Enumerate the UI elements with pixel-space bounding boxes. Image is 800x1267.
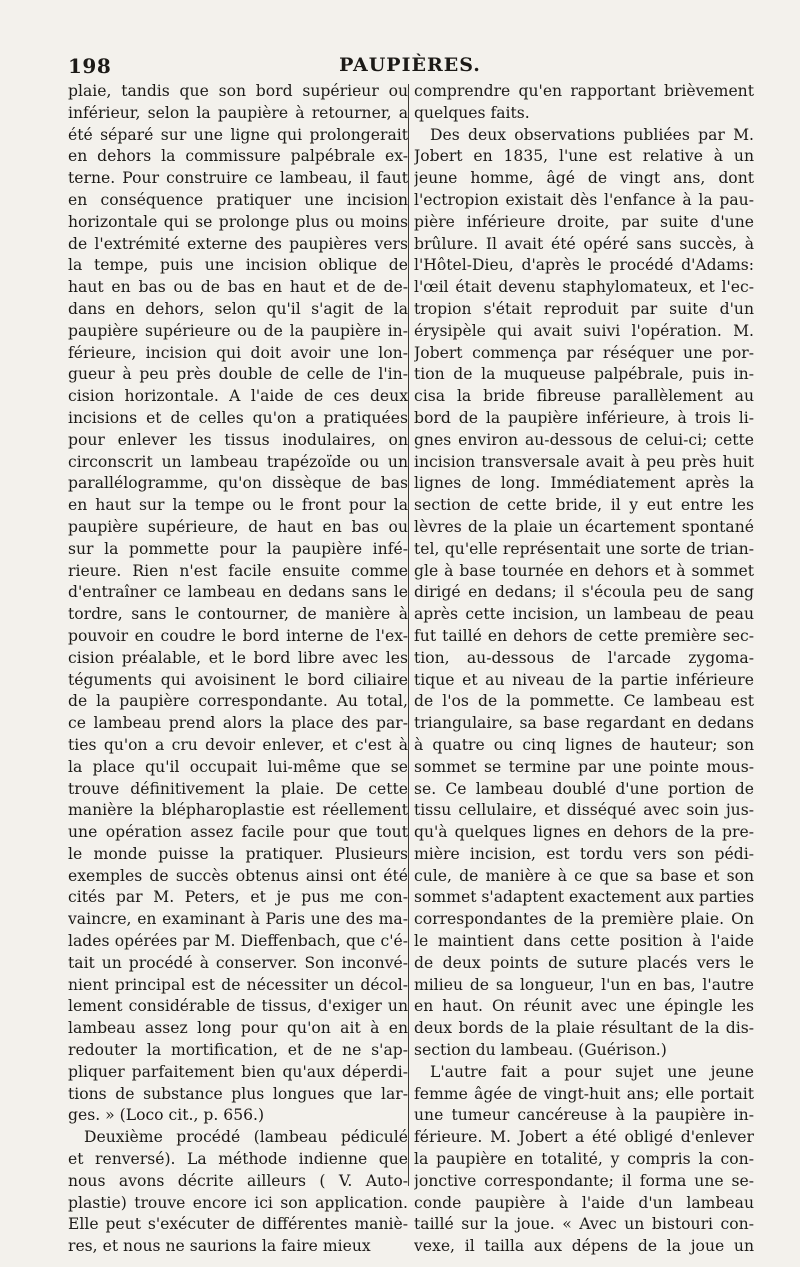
text-line: sur la pommette pour la paupière infé- xyxy=(68,539,408,558)
text-line: brûlure. Il avait été opéré sans succès, à xyxy=(414,234,754,253)
text-line: Elle peut s'exécuter de différentes maniè- xyxy=(68,1215,408,1234)
text-line: tropion s'était reproduit par suite d'un xyxy=(414,299,754,318)
text-line: tion, au-dessous de l'arcade zygoma- xyxy=(414,648,754,667)
text-line: férieure. M. Jobert a été obligé d'enlever xyxy=(414,1128,754,1147)
text-line: la tempe, puis une incision oblique de xyxy=(68,256,408,275)
text-line: pour enlever les tissus inodulaires, on xyxy=(68,430,408,449)
text-line: tions de substance plus longues que lar- xyxy=(68,1084,408,1103)
text-line: taillé sur la joue. « Avec un bistouri con- xyxy=(414,1215,754,1234)
text-line: tissu cellulaire, et disséqué avec soin jus- xyxy=(414,801,754,820)
text-line: triangulaire, sa base regardant en dedans xyxy=(414,714,754,733)
column-divider xyxy=(408,84,409,1186)
text-line: téguments qui avoisinent le bord ciliaire xyxy=(68,670,408,689)
text-line: horizontale qui se prolonge plus ou moins xyxy=(68,212,408,231)
text-line: section du lambeau. (Guérison.) xyxy=(414,1041,667,1060)
text-line: conde paupière à l'aide d'un lambeau xyxy=(414,1193,754,1212)
text-line: femme âgée de vingt-huit ans; elle portait xyxy=(414,1084,754,1103)
text-line: lèvres de la plaie un écartement spontané xyxy=(414,517,754,536)
text-line: en conséquence pratiquer une incision xyxy=(68,190,408,209)
text-line: parallélogramme, qu'on dissèque de bas xyxy=(68,474,408,493)
text-line: milieu de sa longueur, l'un en bas, l'autre xyxy=(414,975,754,994)
text-line: incisions et de celles qu'on a pratiquées xyxy=(68,408,408,427)
text-line: fut taillé en dehors de cette première sec- xyxy=(414,626,754,645)
text-line: res, et nous ne saurions la faire mieux xyxy=(68,1237,371,1256)
text-line: haut en bas ou de bas en haut et de de- xyxy=(68,278,408,297)
text-line: plaie, tandis que son bord supérieur ou xyxy=(68,82,408,100)
right-column xyxy=(414,81,754,1258)
text-line: nous avons décrite ailleurs ( V. Auto- xyxy=(68,1171,408,1190)
text-line: circonscrit un lambeau trapézoïde ou un xyxy=(68,452,408,471)
text-line: Jobert commença par réséquer une por- xyxy=(414,343,754,362)
text-line: l'œil était devenu staphylomateux, et l'ec- xyxy=(414,278,754,297)
text-line: pliquer parfaitement bien qu'aux déperdi- xyxy=(68,1062,408,1081)
text-line: vaincre, en examinant à Paris une des ma- xyxy=(68,910,408,929)
text-line: paupière supérieure, de haut en bas ou xyxy=(68,517,408,536)
text-line: érysipèle qui avait suivi l'opération. M. xyxy=(414,321,754,340)
text-line: lades opérées par M. Dieffenbach, que c'é- xyxy=(68,932,408,951)
text-line: cités par M. Peters, et je pus me con- xyxy=(68,888,408,907)
text-line: L'autre fait a pour sujet une jeune xyxy=(430,1062,754,1081)
text-line: deux bords de la plaie résultant de la dis- xyxy=(414,1019,754,1038)
text-line: Deuxième procédé (lambeau pédiculé xyxy=(84,1128,408,1147)
text-line: Jobert en 1835, l'une est relative à un xyxy=(414,147,754,166)
text-line: paupière supérieure ou de la paupière in- xyxy=(68,321,408,340)
text-line: en haut sur la tempe ou le front pour la xyxy=(68,496,408,515)
text-line: de la paupière correspondante. Au total, xyxy=(68,692,408,711)
text-line: terne. Pour construire ce lambeau, il faut xyxy=(68,169,408,188)
text-line: gnes environ au-dessous de celui-ci; cette xyxy=(414,430,754,449)
text-line: plastie) trouve encore ici son application. xyxy=(68,1193,408,1212)
text-line: la paupière en totalité, y compris la con- xyxy=(414,1150,754,1169)
text-line: ce lambeau prend alors la place des par- xyxy=(68,714,408,733)
text-line: se. Ce lambeau doublé d'une portion de xyxy=(414,779,754,798)
text-line: cision horizontale. A l'aide de ces deux xyxy=(68,387,408,406)
text-line: tordre, sans le contourner, de manière à xyxy=(68,605,408,624)
text-line: lambeau assez long pour qu'on ait à en xyxy=(68,1019,408,1038)
text-line: correspondantes de la première plaie. On xyxy=(414,910,754,929)
text-line: qu'à quelques lignes en dehors de la pre- xyxy=(414,823,754,842)
text-line: lement considérable de tissus, d'exiger un xyxy=(68,997,408,1016)
text-line: une opération assez facile pour que tout xyxy=(68,823,408,842)
text-line: férieure, incision qui doit avoir une lon- xyxy=(68,343,408,362)
text-line: mière incision, est tordu vers son pédi- xyxy=(414,844,754,863)
text-line: tion de la muqueuse palpébrale, puis in- xyxy=(414,365,754,384)
text-line: en dehors la commissure palpébrale ex- xyxy=(68,147,408,166)
text-line: l'ectropion existait dès l'enfance à la pau- xyxy=(414,190,754,209)
text-line: sommet s'adaptent exactement aux parties xyxy=(414,888,754,907)
text-line: dans en dehors, selon qu'il s'agit de la xyxy=(68,299,408,318)
text-line: une tumeur cancéreuse à la paupière in- xyxy=(414,1106,754,1125)
text-line: inférieur, selon la paupière à retourner, a xyxy=(68,103,408,122)
text-line: ges. » (Loco cit., p. 656.) xyxy=(68,1106,265,1125)
text-line: section de cette bride, il y eut entre les xyxy=(414,496,754,515)
text-line: nient principal est de nécessiter un décol- xyxy=(68,975,408,994)
text-line: comprendre qu'en rapportant brièvement xyxy=(414,82,754,100)
text-line: et renversé). La méthode indienne que xyxy=(68,1150,408,1169)
text-line: d'entraîner ce lambeau en dedans sans le xyxy=(68,583,408,602)
text-line: de l'os de la pommette. Ce lambeau est xyxy=(414,692,754,711)
text-line: pouvoir en coudre le bord interne de l'ex- xyxy=(68,626,408,645)
text-line: jeune homme, âgé de vingt ans, dont xyxy=(414,169,754,188)
text-line: après cette incision, un lambeau de peau xyxy=(414,605,754,624)
text-line: trouve définitivement la plaie. De cette xyxy=(68,779,408,798)
text-line: tait un procédé à conserver. Son inconvé- xyxy=(68,953,408,972)
text-line: ties qu'on a cru devoir enlever, et c'est à xyxy=(68,735,408,754)
text-line: tel, qu'elle représentait une sorte de trian- xyxy=(414,539,754,558)
text-line: à quatre ou cinq lignes de hauteur; son xyxy=(414,735,754,754)
text-line: quelques faits. xyxy=(414,103,530,122)
text-line: pière inférieure droite, par suite d'une xyxy=(414,212,754,231)
page-number: 198 xyxy=(68,54,112,78)
text-line: de l'extrémité externe des paupières vers xyxy=(68,234,408,253)
text-line: dirigé en dedans; il s'écoula peu de sang xyxy=(414,583,754,602)
text-line: tique et au niveau de la partie inférieure xyxy=(414,670,754,689)
text-line: l'Hôtel-Dieu, d'après le procédé d'Adams: xyxy=(414,256,754,275)
text-line: Des deux observations publiées par M. xyxy=(430,125,754,144)
left-column xyxy=(68,81,408,1258)
text-line: cisa la bride fibreuse parallèlement au xyxy=(414,387,754,406)
text-line: rieure. Rien n'est facile ensuite comme xyxy=(68,561,408,580)
text-line: le maintient dans cette position à l'aide xyxy=(414,932,754,951)
text-line: incision transversale avait à peu près huit xyxy=(414,452,754,471)
text-line: manière la blépharoplastie est réellement xyxy=(68,801,408,820)
page-header xyxy=(68,52,752,82)
text-line: été séparé sur une ligne qui prolongerait xyxy=(68,125,408,144)
text-line: en haut. On réunit avec une épingle les xyxy=(414,997,754,1016)
running-title: PAUPIÈRES. xyxy=(339,54,481,76)
text-line: cule, de manière à ce que sa base et son xyxy=(414,866,754,885)
text-line: exemples de succès obtenus ainsi ont été xyxy=(68,866,408,885)
text-line: redouter la mortification, et de ne s'ap- xyxy=(68,1041,408,1060)
text-line: lignes de long. Immédiatement après la xyxy=(414,474,754,493)
text-line: la place qu'il occupait lui-même que se xyxy=(68,757,408,776)
text-line: bord de la paupière inférieure, à trois li- xyxy=(414,408,754,427)
text-line: sommet se termine par une pointe mous- xyxy=(414,757,754,776)
text-line: cision préalable, et le bord libre avec les xyxy=(68,648,408,667)
text-line: gueur à peu près double de celle de l'in- xyxy=(68,365,408,384)
text-line: vexe, il tailla aux dépens de la joue un xyxy=(414,1237,754,1256)
text-line: jonctive correspondante; il forma une se- xyxy=(414,1171,754,1190)
text-line: de deux points de suture placés vers le xyxy=(414,953,754,972)
text-line: le monde puisse la pratiquer. Plusieurs xyxy=(68,844,408,863)
text-line: gle à base tournée en dehors et à sommet xyxy=(414,561,754,580)
